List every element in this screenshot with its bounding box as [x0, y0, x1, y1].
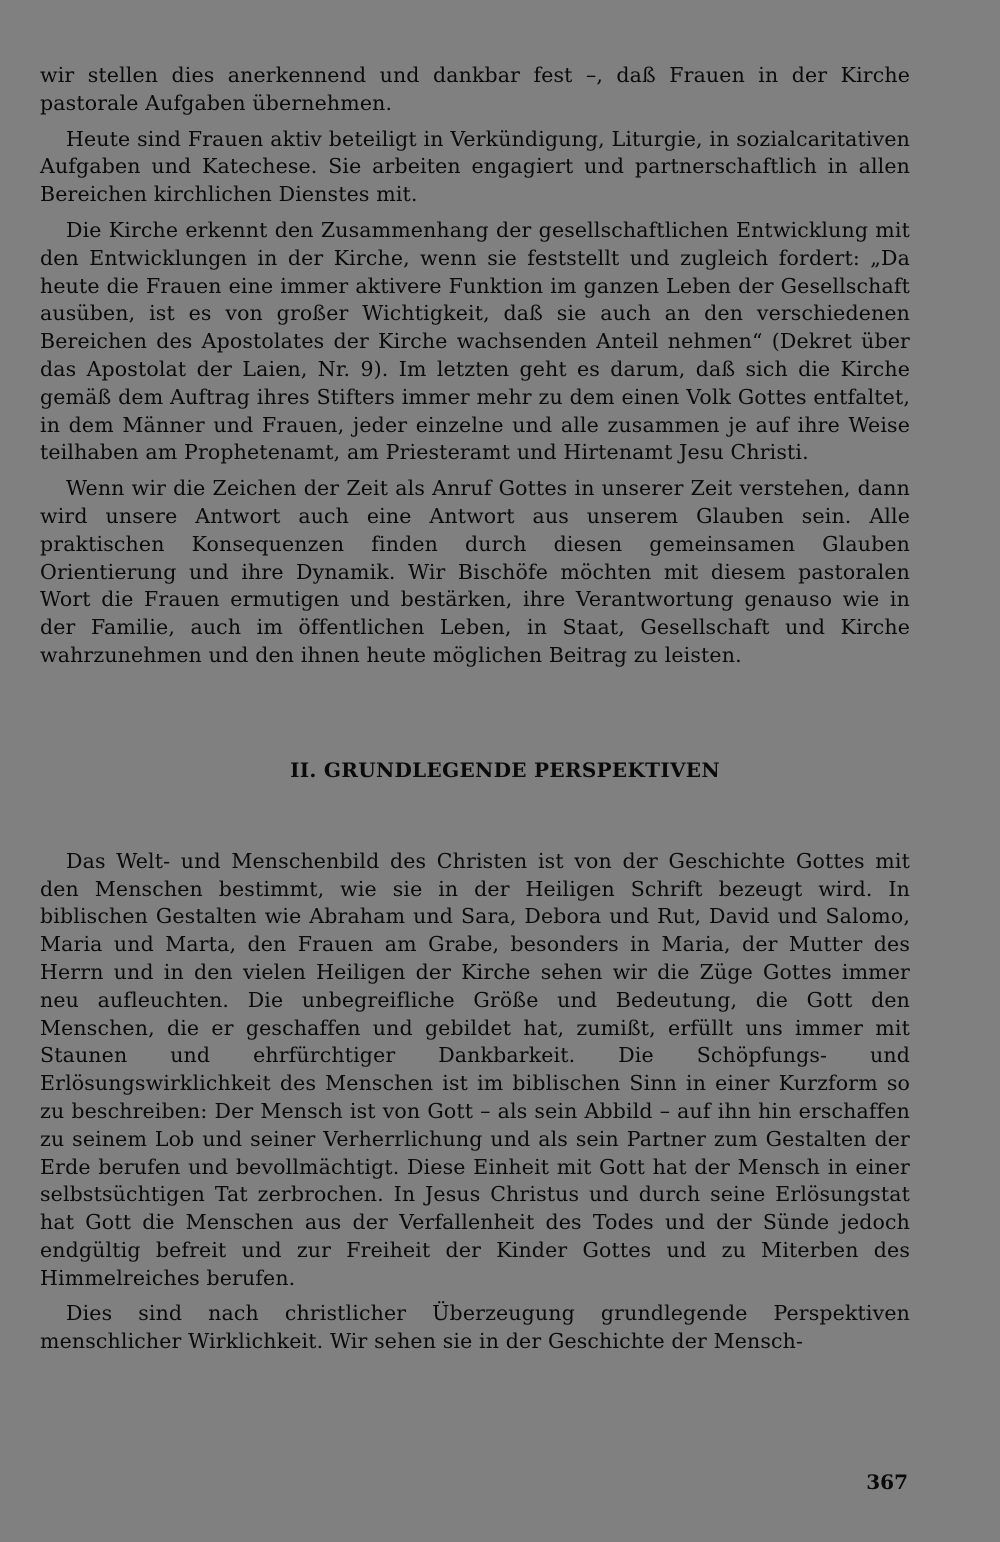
paragraph-church-development: Die Kirche erkennt den Zusammenhang der gesellschaftlichen Entwicklung mit den Entwicklungen in der Kirche, wenn sie feststellt und zugleich fordert: „Da heute die Frauen eine immer aktivere Funktion im ganzen Leben der Gesellschaft ausüben, ist es von großer Wichtigkeit, daß sie auch an den verschiedenen Bereichen des Apostolates der Kirche wachsenden Anteil nehmen“ (Dekret über das Apostolat der Laien, Nr. 9). Im letzten geht es darum, daß sich die Kirche gemäß dem Auftrag ihres Stifters immer mehr zu dem einen Volk Gottes entfaltet, in dem Männer und Frauen, jeder einzelne und alle zusammen je auf ihre Weise teilhaben am Prophetenamt, am Priesteramt und Hirtenamt Jesu Christi.	[40, 217, 910, 465]
paragraph-continuation: wir stellen dies anerkennend und dankbar fest –, daß Frauen in der Kirche pastorale Aufgaben übernehmen.	[40, 63, 910, 115]
paragraph-world-view: Das Welt- und Menschenbild des Christen ist von der Geschichte Gottes mit den Menschen bestimmt, wie sie in der Heiligen Schrift bezeugt wird. In biblischen Gestalten wie Abraham und Sara, Debora und Rut, David und Salomo, Maria und Marta, den Frauen am Grabe, besonders in Maria, der Mutter des Herrn und in den vielen Heiligen der Kirche sehen wir die Züge Gottes immer neu aufleuchten. Die unbegreifliche Größe und Bedeutung, die Gott den Menschen, die er geschaffen und gebildet hat, zumißt, erfüllt uns immer mit Staunen und ehrfürchtiger Dankbarkeit. Die Schöpfungs- und Erlösungswirklichkeit des Menschen ist im biblischen Sinn in einer Kurzform so zu beschreiben: Der Mensch ist von Gott – als sein Abbild – auf ihn hin erschaffen zu seinem Lob und seiner Verherrlichung und als sein Partner zum Gestalten der Erde berufen und bevollmächtigt. Diese Einheit mit Gott hat der Mensch in einer selbstsüchtigen Tat zerbrochen. In Jesus Christus und durch seine Erlösungstat hat Gott die Menschen aus der Verfallenheit des Todes und der Sünde jedoch endgültig befreit und zur Freiheit der Kinder Gottes und zu Miterben des Himmelreiches berufen.	[40, 848, 910, 1290]
document-page	[40, 62, 910, 1356]
paragraph-signs-of-time: Wenn wir die Zeichen der Zeit als Anruf Gottes in unserer Zeit verstehen, dann wird unsere Antwort auch eine Antwort aus unserem Glauben sein. Alle praktischen Konsequenzen finden durch diesen gemeinsamen Glauben Orientierung und ihre Dynamik. Wir Bischöfe möchten mit diesem pastoralen Wort die Frauen ermutigen und bestärken, ihre Verantwortung genauso wie in der Familie, auch im öffentlichen Leben, in Staat, Gesellschaft und Kirche wahrzunehmen und den ihnen heute möglichen Beitrag zu leisten.	[40, 476, 910, 667]
section-heading: II. GRUNDLEGENDE PERSPEKTIVEN	[290, 757, 720, 782]
paragraph-women-active-roles: Heute sind Frauen aktiv beteiligt in Verkündigung, Liturgie, in sozialcaritativen Aufgaben und Katechese. Sie arbeiten engagiert und partnerschaftlich in allen Bereichen kirchlichen Dienstes mit.	[40, 126, 910, 207]
paragraph-perspectives: Dies sind nach christlicher Überzeugung grundlegende Perspektiven menschlicher Wirklichkeit. Wir sehen sie in der Geschichte der Mensch-	[40, 1301, 910, 1354]
page-number: 367	[866, 1470, 908, 1494]
